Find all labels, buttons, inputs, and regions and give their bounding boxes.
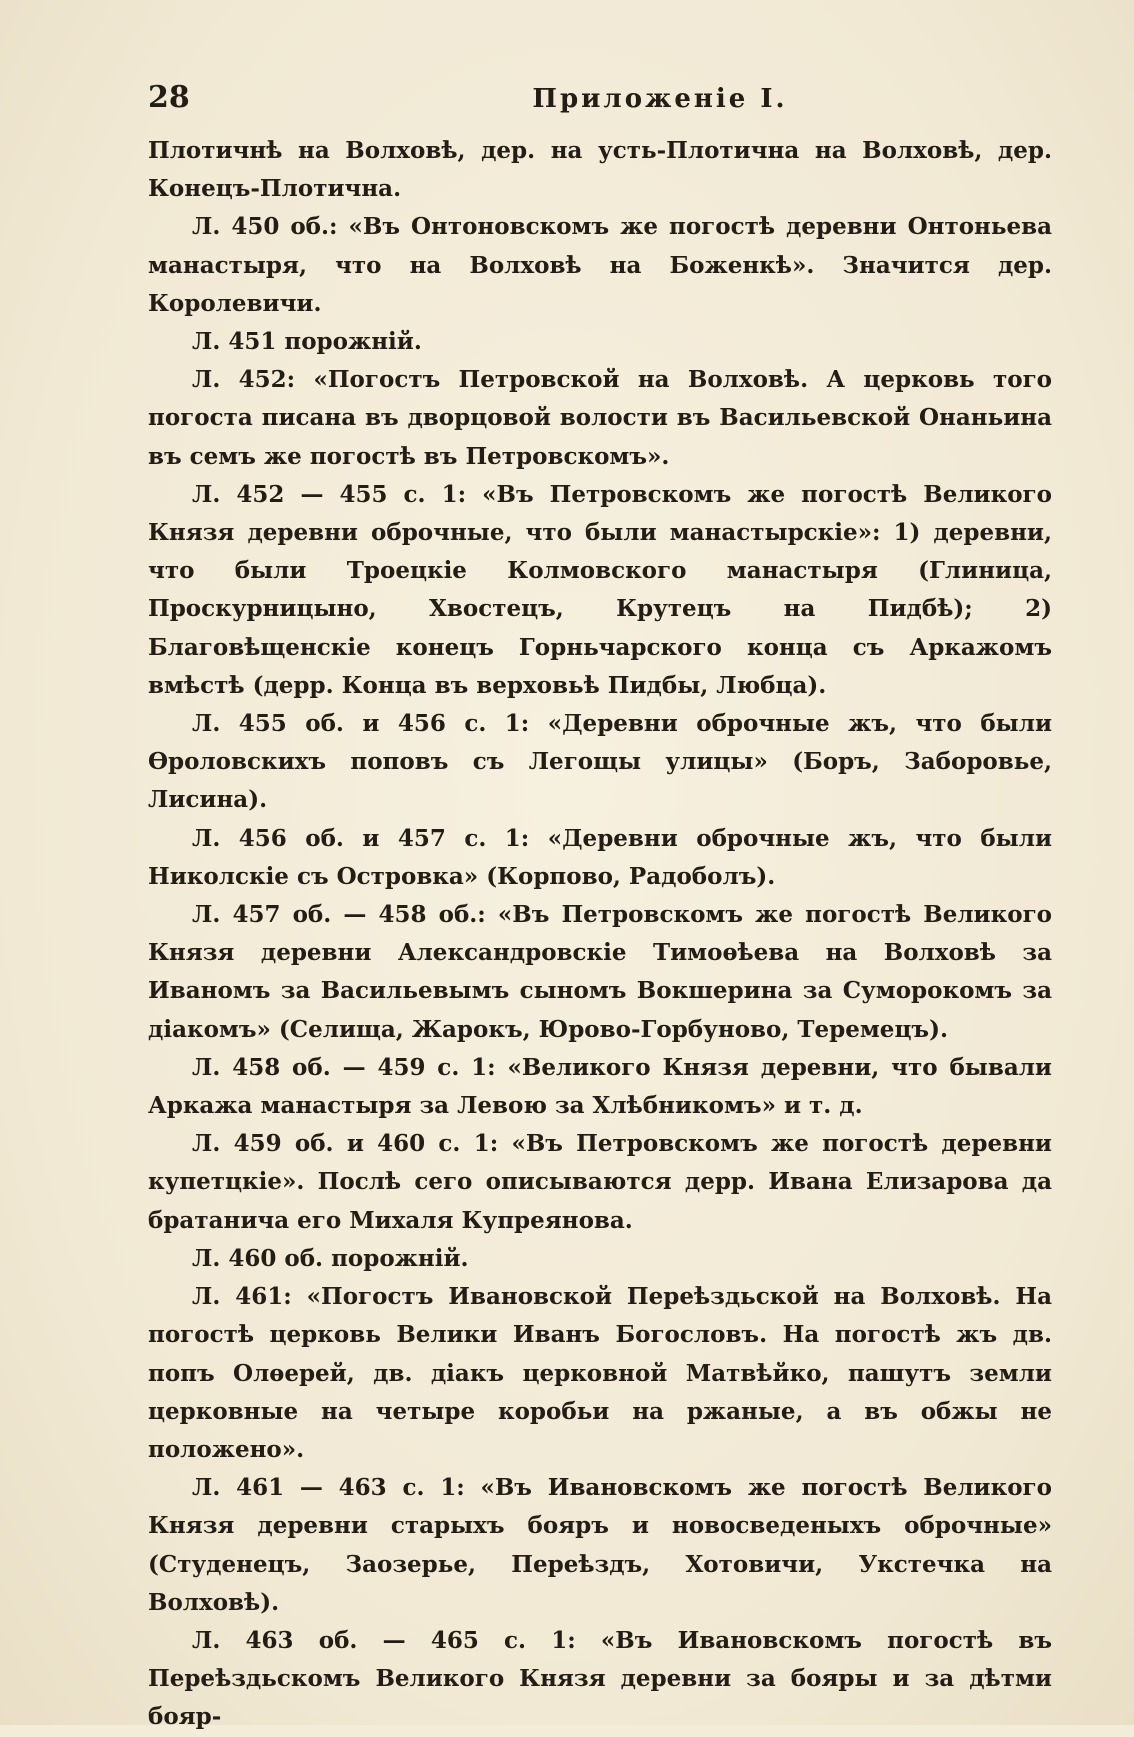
paragraph: Л. 456 об. и 457 с. 1: «Деревни оброчные жъ, что были Николскiе съ Островка» (Корпово, Радоболъ). — [148, 824, 1052, 890]
paragraph: Л. 450 об.: «Въ Онтоновскомъ же погостѣ деревни Онтоньева манастыря, что на Волховѣ на Боженкѣ». Значится дер. Королевичи. — [148, 213, 1052, 317]
body-text — [148, 132, 1052, 1737]
paragraph: Л. 461 — 463 с. 1: «Въ Ивановскомъ же погостѣ Великого Князя деревни старыхъ бояръ и новосведеныхъ оброчные» (Студенецъ, Заозерье, Переѣздъ, Хотовичи, Укстечка на Волховѣ). — [148, 1474, 1052, 1616]
paragraph: Л. 463 об. — 465 с. 1: «Въ Ивановскомъ погостѣ въ Переѣздьскомъ Великого Князя деревни за бояры и за дѣтми бояр- — [148, 1626, 1052, 1731]
paragraph: Л. 455 об. и 456 с. 1: «Деревни оброчные жъ, что были Ѳроловскихъ поповъ съ Легощы улицы» (Боръ, Заборовье, Лисина). — [148, 710, 1052, 814]
paragraph: Л. 452: «Погостъ Петровской на Волховѣ. А церковь того погоста писана въ дворцовой волости въ Васильевской Онаньина въ семъ же погостѣ въ Петровскомъ». — [148, 366, 1052, 470]
paragraph: Л. 457 об. — 458 об.: «Въ Петровскомъ же погостѣ Великого Князя деревни Александровскiе Тимоѳѣева на Волховѣ за Иваномъ за Васильевымъ сыномъ Вокшерина за Суморокомъ за дiакомъ» (Селища, Жарокъ, Юрово-Горбуново, Теремецъ). — [148, 901, 1052, 1043]
paragraph: Л. 461: «Погостъ Ивановской Переѣздьской на Волховѣ. На погостѣ церковь Велики Иванъ Богословъ. На погостѣ жъ дв. попъ Олѳерей, дв. дiакъ церковной Матвѣйко, пашутъ земли церковные на четыре коробьи на ржаные, а въ обжы не положено». — [148, 1283, 1052, 1463]
paragraph: Л. 458 об. — 459 с. 1: «Великого Князя деревни, что бывали Аркажа манастыря за Левою за Хлѣбникомъ» и т. д. — [148, 1053, 1052, 1120]
paragraph: Л. 451 порожнiй. — [192, 328, 422, 356]
paragraph: Л. 459 об. и 460 с. 1: «Въ Петровскомъ же погостѣ деревни купетцкiе». Послѣ сего описываются дерр. Ивана Елизарова да братанича его Михаля Купреянова. — [148, 1130, 1052, 1234]
running-title: Приложенiе I. — [532, 84, 788, 114]
paragraph: Л. 460 об. порожнiй. — [192, 1244, 469, 1272]
page-number: 28 — [148, 80, 190, 115]
paragraph: Л. 452 — 455 с. 1: «Въ Петровскомъ же погостѣ Великого Князя деревни оброчные, что были манастырскiе»: 1) деревни, что были Троецкiе Колмовского манастыря (Глиница, Проскурницыно, Хвостецъ, Крутецъ на Пидбѣ); 2) Благовѣщенскiе конецъ Горньчарского конца съ Аркажомъ вмѣстѣ (дерр. Конца въ верховьѣ Пидбы, Любца). — [148, 480, 1052, 699]
paragraph: Плотичнѣ на Волховѣ, дер. на усть-Плотична на Волховѣ, дер. Конецъ-Плотична. — [148, 137, 1052, 203]
page-header — [148, 72, 1052, 132]
